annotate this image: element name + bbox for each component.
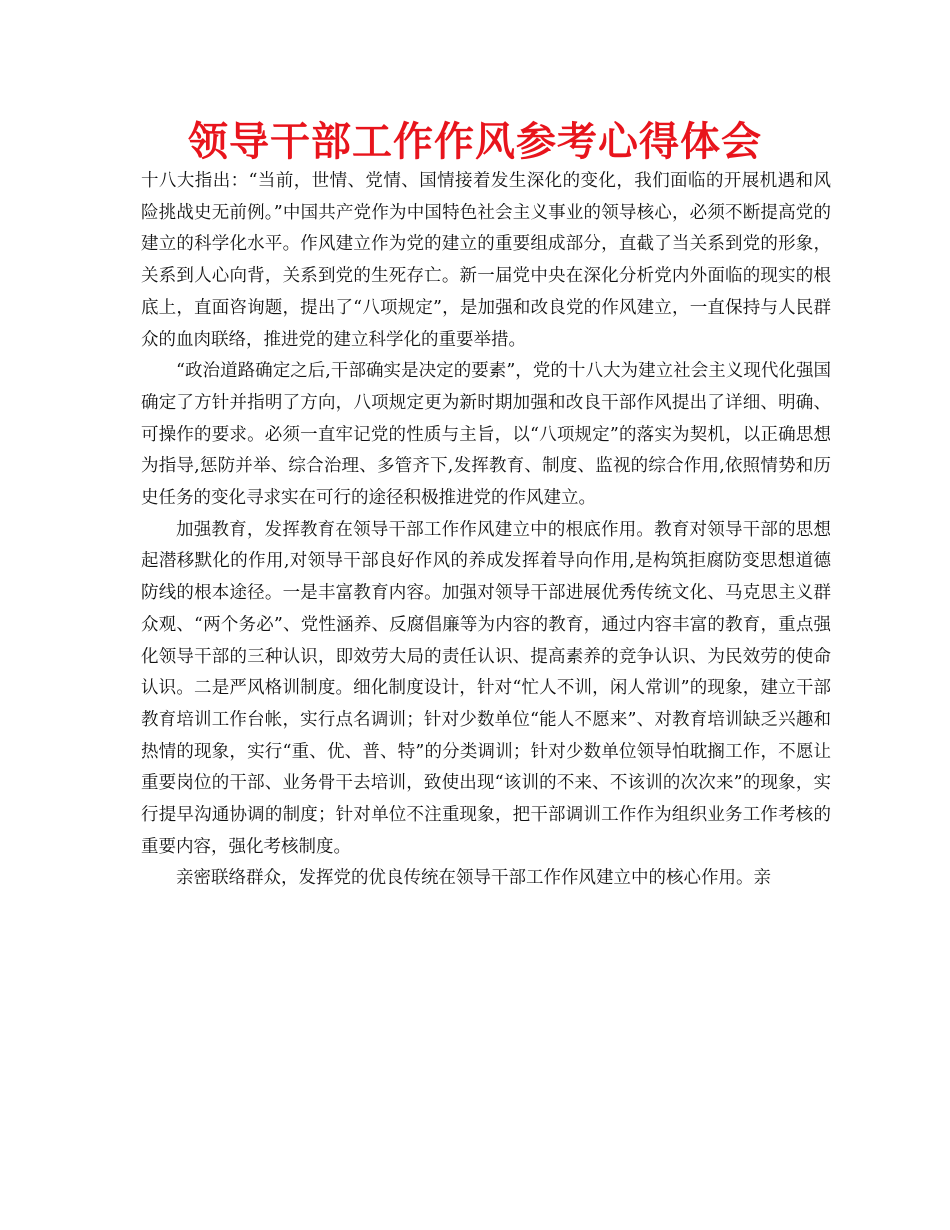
paragraph-4: 亲密联络群众，发挥党的优良传统在领导干部工作作风建立中的核心作用。亲 [176,868,771,889]
document-body [141,166,831,895]
paragraph-1: 十八大指出：“当前，世情、党情、国情接着发生深化的变化，我们面临的开展机遇和风险挑战史无前例。”中国共产党作为中国特色社会主义事业的领导核心，必须不断提高党的建立的科学化水平。作风建立作为党的建立的重要组成部分，直截了当关系到党的形象，关系到人心向背，关系到党的生死存亡。新一届党中央在深化分析党内外面临的现实的根底上，直面咨询题，提出了“八项规定”，是加强和改良党的作风建立，一直保持与人民群众的血肉联络，推进党的建立科学化的重要举措。 [141,171,831,350]
document-title: 领导干部工作作风参考心得体会 [188,119,762,165]
paragraph-3: 加强教育，发挥教育在领导干部工作作风建立中的根底作用。教育对领导干部的思想起潜移默化的作用,对领导干部良好作风的养成发挥着导向作用,是构筑拒腐防变思想道德防线的根本途径。一是丰富教育内容。加强对领导干部进展优秀传统文化、马克思主义群众观、“两个务必”、党性涵养、反腐倡廉等为内容的教育，通过内容丰富的教育，重点强化领导干部的三种认识，即效劳大局的责任认识、提高素养的竞争认识、为民效劳的使命认识。二是严风格训制度。细化制度设计，针对“忙人不训，闲人常训”的现象，建立干部教育培训工作台帐，实行点名调训；针对少数单位“能人不愿来”、对教育培训缺乏兴趣和热情的现象，实行“重、优、普、特”的分类调训；针对少数单位领导怕耽搁工作，不愿让重要岗位的干部、业务骨干去培训，致使出现“该训的不来、不该训的次次来”的现象，实行提早沟通协调的制度；针对单位不注重现象，把干部调训工作作为组织业务工作考核的重要内容，强化考核制度。 [141,519,831,857]
paragraph-2: “政治道路确定之后,干部确实是决定的要素”，党的十八大为建立社会主义现代化强国确定了方针并指明了方向，八项规定更为新时期加强和改良干部作风提出了详细、明确、可操作的要求。必须一直牢记党的性质与主旨，以“八项规定”的落实为契机，以正确思想为指导,惩防并举、综合治理、多管齐下,发挥教育、制度、监视的综合作用,依照情势和历史任务的变化寻求实在可行的途径积极推进党的作风建立。 [141,361,831,509]
